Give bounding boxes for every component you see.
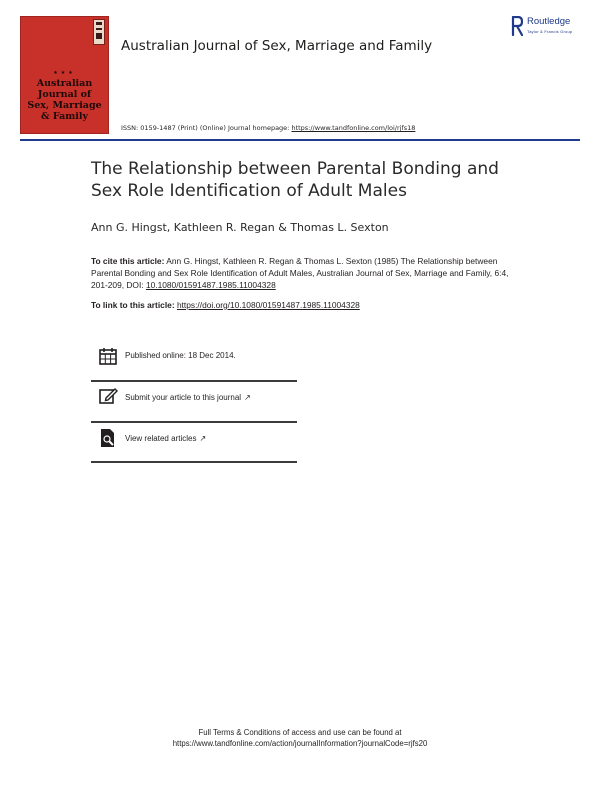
external-link-icon: ↗ (199, 434, 207, 443)
journal-name: Australian Journal of Sex, Marriage and Family (121, 38, 433, 54)
citation-block (91, 256, 511, 291)
header-divider (20, 139, 580, 141)
row-divider (91, 421, 297, 423)
link-label: To link to this article: (91, 300, 177, 310)
citation-text: Ann G. Hingst, Kathleen R. Regan & Thomas L. Sexton (1985) The Relationship between Parental Bonding and Sex Role Identification of Adult Males, Australian Journal of Sex, Marriage and Family, 6:4, 201-209, DOI: (91, 256, 509, 290)
publisher-name: Routledge (527, 16, 571, 27)
publisher-tagline: Taylor & Francis Group (527, 29, 573, 34)
journal-homepage-link[interactable]: https://www.tandfonline.com/loi/rjfs18 (291, 124, 416, 132)
issn-line (121, 124, 415, 132)
article-doi-url-link[interactable]: https://doi.org/10.1080/01591487.1985.11004328 (176, 300, 360, 310)
row-divider (91, 380, 297, 382)
external-link-icon: ↗ (244, 393, 251, 402)
submit-article-link[interactable]: Submit your article to this journal (125, 393, 242, 402)
citation-label: To cite this article: (91, 256, 165, 266)
published-online-text: Published online: 18 Dec 2014. (125, 351, 236, 360)
submit-article-row[interactable] (125, 393, 251, 402)
article-authors: Ann G. Hingst, Kathleen R. Regan & Thomas L. Sexton (91, 221, 389, 234)
cover-title (23, 78, 106, 122)
barcode-mark (93, 19, 105, 45)
edit-icon (98, 386, 118, 406)
row-divider (91, 461, 297, 463)
cover-title-line: Australian (36, 78, 93, 89)
cover-title-line: & Family (40, 111, 89, 122)
cover-title-line: Journal of (37, 89, 92, 100)
footer-terms-link[interactable]: https://www.tandfonline.com/action/journalInformation?journalCode=rjfs20 (172, 739, 428, 748)
related-articles-row[interactable] (125, 434, 206, 443)
footer (0, 727, 600, 749)
routledge-logo-icon (511, 16, 523, 36)
view-related-articles-link[interactable]: View related articles (125, 434, 197, 443)
footer-terms-text: Full Terms & Conditions of access and use can be found at (198, 728, 402, 737)
article-title: The Relationship between Parental Bonding and Sex Role Identification of Adult Males (91, 159, 499, 201)
cover-star-ornament: ★★★ (53, 70, 76, 76)
journal-cover-image (20, 16, 109, 134)
issn-text: ISSN: 0159-1487 (Print) (Online) Journal homepage: (121, 124, 292, 132)
article-link-line (91, 300, 360, 310)
calendar-icon (98, 346, 118, 366)
cover-title-line: Sex, Marriage (27, 100, 102, 111)
document-search-icon (98, 428, 118, 448)
doi-link[interactable]: 10.1080/01591487.1985.11004328 (145, 279, 276, 290)
